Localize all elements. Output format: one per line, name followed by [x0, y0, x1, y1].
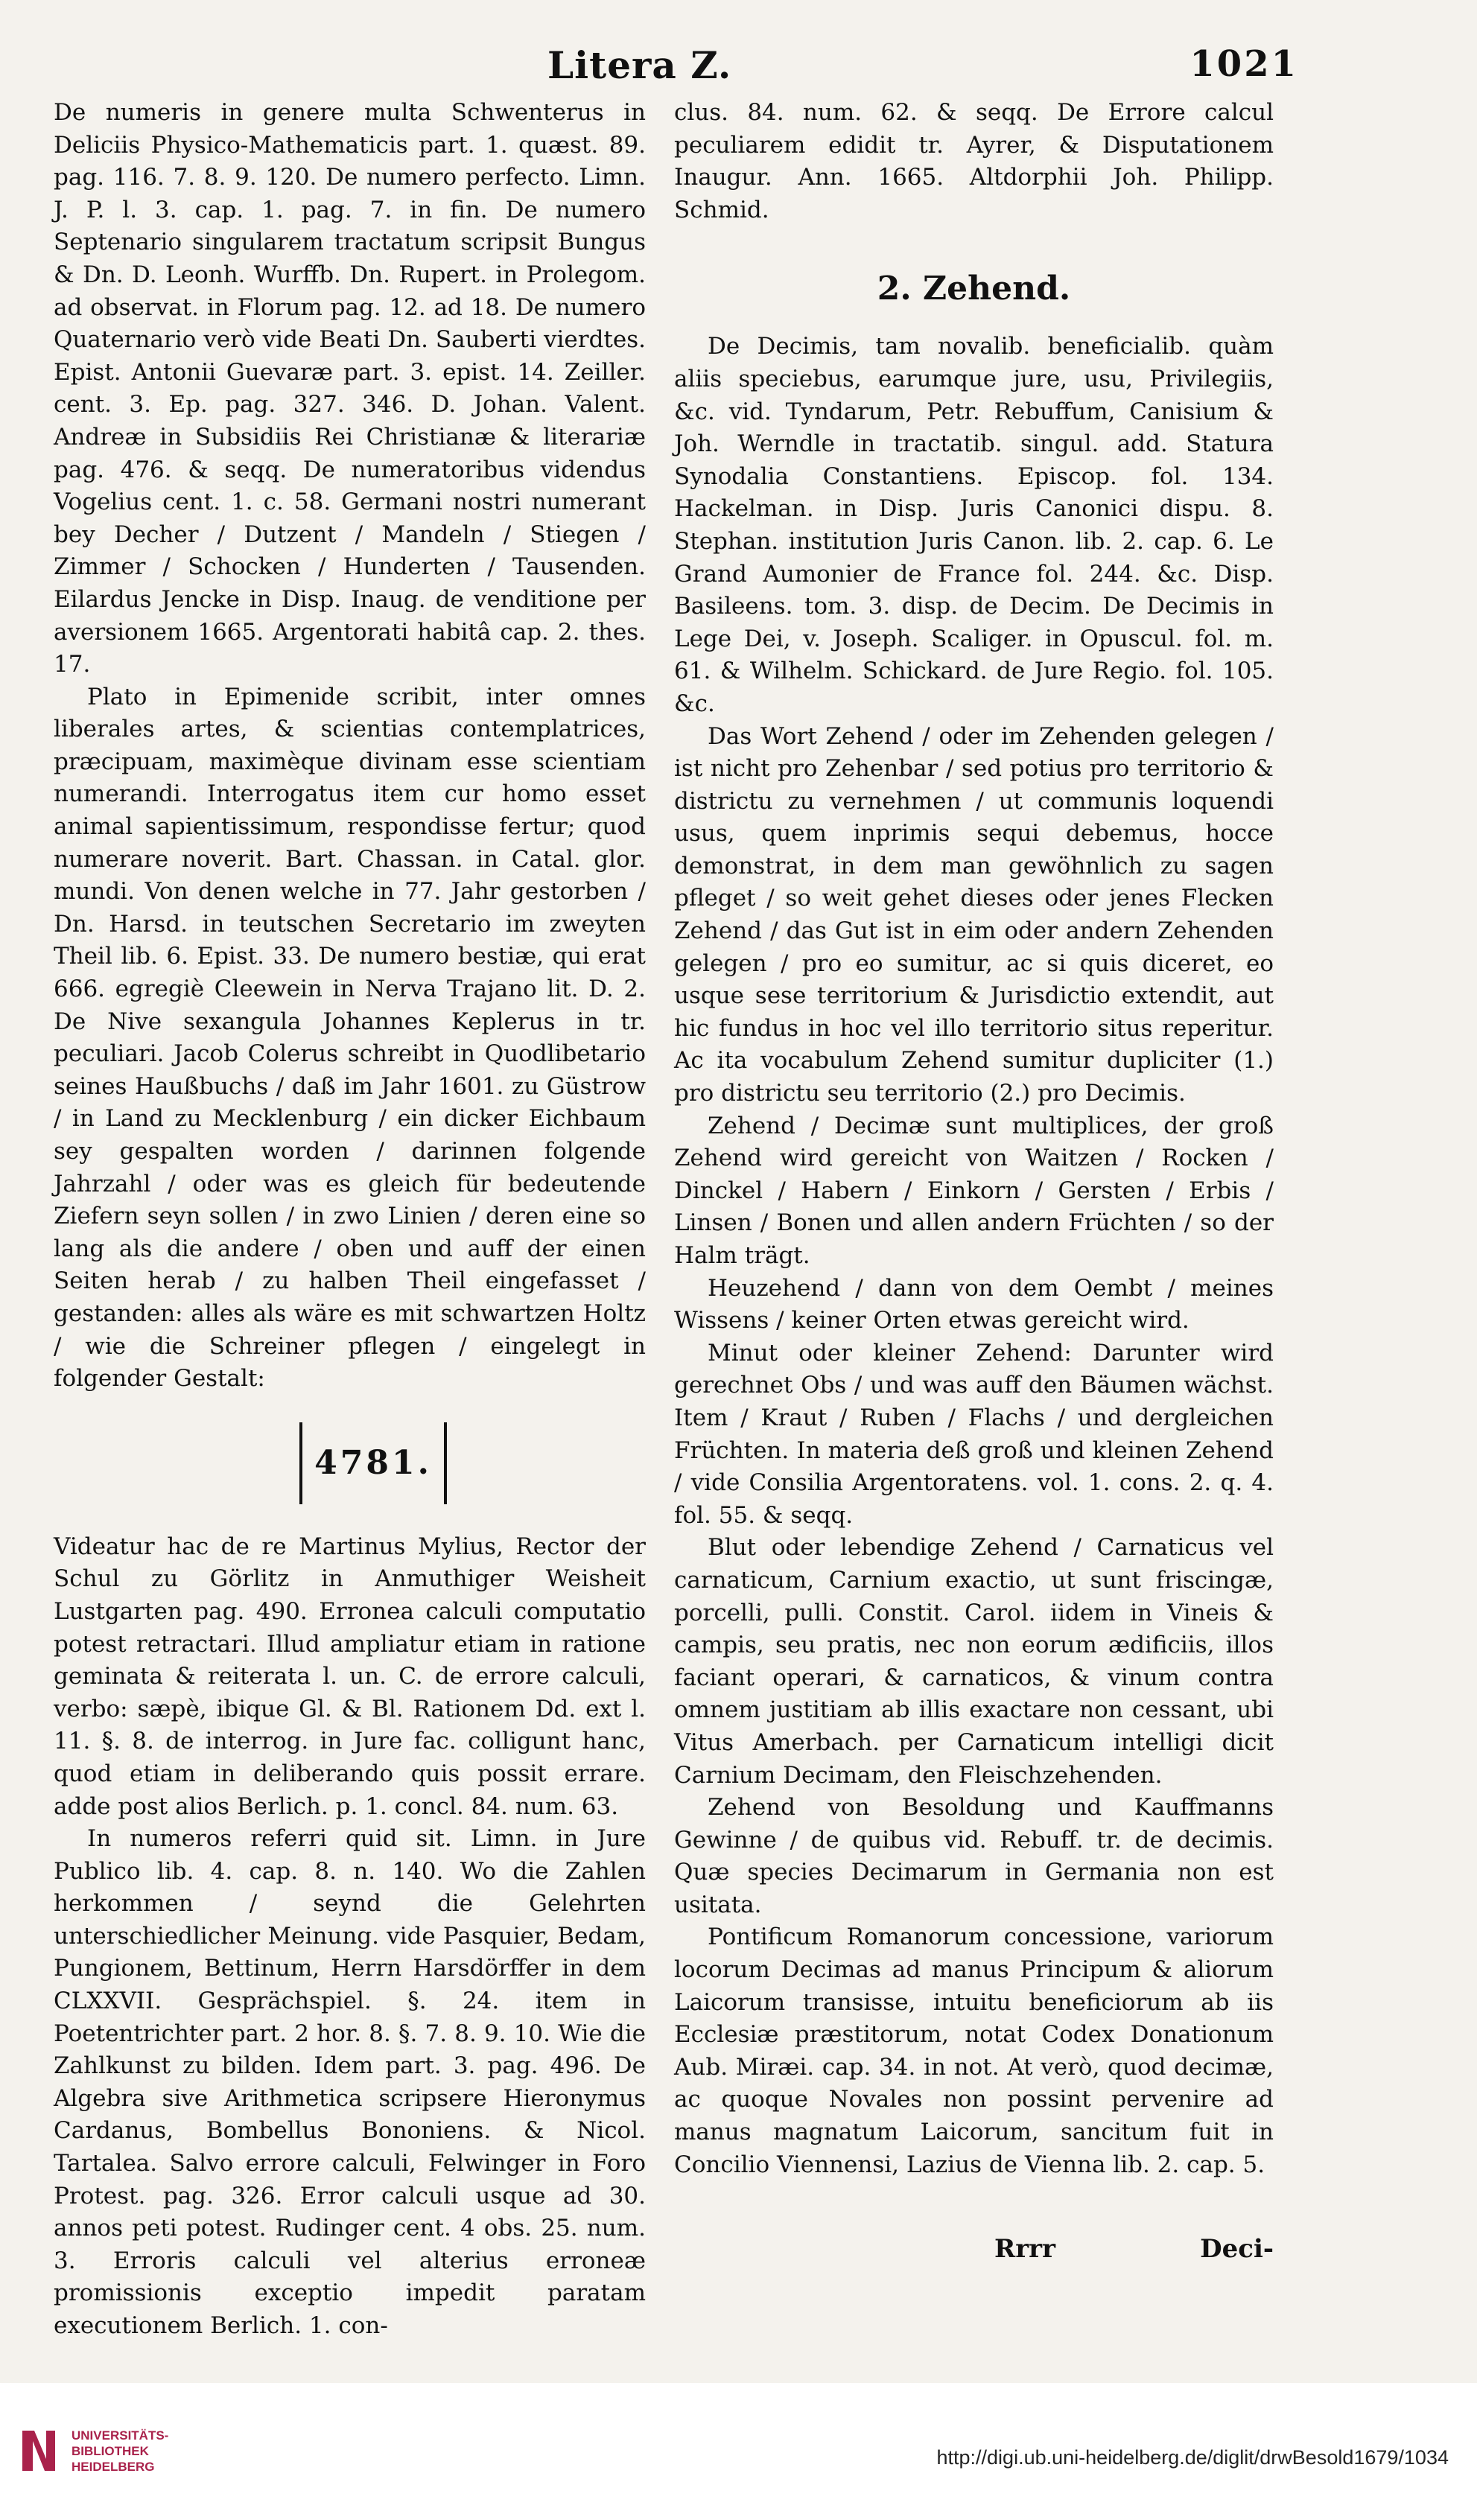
carved-number-figure: 4781. [299, 1422, 447, 1504]
left-paragraph-3: Videatur hac de re Martinus Mylius, Rector der Schul zu Görlitz in Anmuthiger Weisheit Lustgarten pag. 490. Erronea calculi computatio potest retractari. Illud ampliatur etiam in ratione geminata & reiterata l. un. C. de errore calculi, verbo: sæpè, ibique Gl. & Bl. Rationem Dd. ext l. 11. §. 8. de interrog. in Jure fac. colligunt hanc, quod etiam in deliberando quis possit errare. adde post alios Berlich. p. 1. concl. 84. num. 63. [54, 1533, 646, 1820]
source-url-link[interactable]: http://digi.ub.uni-heidelberg.de/diglit/drwBesold1679/1034 [936, 2446, 1449, 2469]
page-number: 1021 [1189, 43, 1298, 85]
logo-line: UNIVERSITÄTS- [72, 2428, 169, 2443]
signature-mark: Rrrr [994, 2234, 1055, 2264]
right-paragraph-4: Zehend / Decimæ sunt multiplices, der groß Zehend wird gereicht von Waitzen / Rocken / Dinckel / Habern / Einkorn / Gersten / Erbis / Linsen / Bonen und allen andern Früchten / so der Halm trägt. [674, 1112, 1274, 1269]
right-paragraph-3: Das Wort Zehend / oder im Zehenden gelegen / ist nicht pro Zehenbar / sed potius pro territorio & districtu zu vernehmen / ut communis loquendi usus, quem inprimis sequi debemus, hocce demonstrat, in dem man gewöhnlich zu sagen pfleget / so weit gehet dieses oder jenes Flecken Zehend / das Gut ist in eim oder andern Zehenden gelegen / pro eo sumitur, ac si quis diceret, eo usque sese territorium & Jurisdictio extendit, aut hic fundus in hoc vel illo territorio situs reperitur. Ac ita vocabulum Zehend sumitur dupliciter (1.) pro districtu seu territorio (2.) pro Decimis. [674, 722, 1274, 1107]
right-paragraph-2: De Decimis, tam novalib. beneficialib. quàm aliis speciebus, earumque jure, usu, Privilegiis, &c. vid. Tyndarum, Petr. Rebuffum, Canisium & Joh. Werndle in tractatib. singul. add. Statura Synodalia Constantiens. Episcop. fol. 134. Hackelman. in Disp. Juris Canonici dispu. 8. Stephan. institution Juris Canon. lib. 2. cap. 6. Le Grand Aumonier de France fol. 244. &c. Disp. Basileens. tom. 3. disp. de Decim. De Decimis in Lege Dei, v. Joseph. Scaliger. in Opuscul. fol. m. 61. & Wilhelm. Schickard. de Jure Regio. fol. 105. &c. [674, 333, 1274, 717]
library-logo-icon [16, 2426, 61, 2477]
running-head-title: Litera Z. [547, 43, 732, 87]
right-paragraph-6: Minut oder kleiner Zehend: Darunter wird gerechnet Obs / und was auff den Bäumen wächst. Item / Kraut / Ruben / Flachs / und dergleichen Früchten. In materia deß groß und kleinen Zehend / vide Consilia Argentoratens. vol. 1. cons. 2. q. 4. fol. 55. & seqq. [674, 1339, 1274, 1529]
logo-line: BIBLIOTHEK [72, 2444, 149, 2458]
right-column [674, 97, 1274, 2181]
section-heading: 2. Zehend. [877, 270, 1071, 308]
right-paragraph-7: Blut oder lebendige Zehend / Carnaticus vel carnaticum, Carnium exactio, ut sunt friscingæ, porcelli, pulli. Constit. Carol. iidem in Vineis & campis, seu pratis, nec non eorum ædificiis, illos faciant operari, & carnaticos, & vinum contra omnem justitiam ab illis exactare non cessant, ubi Vitus Amerbach. per Carnaticum intelligi dicit Carnium Decimam, den Fleischzehenden. [674, 1534, 1274, 1789]
left-paragraph-4: In numeros referri quid sit. Limn. in Jure Publico lib. 4. cap. 8. n. 140. Wo die Zahlen herkommen / seynd die Gelehrten unterschiedlicher Meinung. vide Pasquier, Bedam, Pungionem, Bettinum, Herrn Harsdörffer in dem CLXXVII. Gesprächspiel. §. 24. item in Poetentrichter part. 2 hor. 8. §. 7. 8. 9. 10. Wie die Zahlkunst zu bilden. Idem part. 3. pag. 496. De Algebra sive Arithmetica scripsere Hieronymus Cardanus, Bombellus Bononiens. & Nicol. Tartalea. Salvo errore calculi, Felwinger in Foro Protest. pag. 326. Error calculi usque ad 30. annos peti potest. Rudinger cent. 4 obs. 25. num. 3. Erroris calculi vel alterius erroneæ promissionis exceptio impedit paratam executionem Berlich. 1. con- [54, 1825, 646, 2339]
right-paragraph-5: Heuzehend / dann von dem Oembt / meines Wissens / keiner Orten etwas gereicht wird. [674, 1274, 1274, 1334]
library-footer [0, 2383, 1477, 2520]
right-paragraph-9: Pontificum Romanorum concessione, variorum locorum Decimas ad manus Principum & aliorum Laicorum transisse, intuitu beneficiorum ab iis Ecclesiæ præstitorum, notat Codex Donationum Aub. Miræi. cap. 34. in not. At verò, quod decimæ, ac quoque Novales non possint pervenire ad manus magnatum Laicorum, sancitum fuit in Concilio Viennensi, Lazius de Vienna lib. 2. cap. 5. [674, 1924, 1274, 2178]
left-paragraph-2: Plato in Epimenide scribit, inter omnes liberales artes, & scientias contemplatrices, præcipuam, maximèque divinam esse scientiam numerandi. Interrogatus item cur homo esset animal sapientissimum, respondisse fertur; quod numerare noverit. Bart. Chassan. in Catal. glor. mundi. Von denen welche in 77. Jahr gestorben / Dn. Harsd. in teutschen Secretario im zweyten Theil lib. 6. Epist. 33. De numero bestiæ, qui erat 666. egregiè Cleewein in Nerva Trajano lit. D. 2. De Nive sexangula Johannes Keplerus in tr. peculiari. Jacob Colerus schreibt in Quodlibetario seines Haußbuchs / daß im Jahr 1601. zu Güstrow / in Land zu Mecklenburg / ein dicker Eichbaum sey gespalten worden / darinnen folgende Jahrzahl / oder was es gleich für bedeutende Ziefern seyn sollen / in zwo Linien / deren eine so lang als die andere / oben und auff der einen Seiten herab / zu halben Theil eingefasset / gestanden: alles als wäre es mit schwartzen Holtz / wie die Schreiner pflegen / eingelegt in folgender Gestalt: [54, 683, 646, 1393]
library-logo-text [72, 2428, 168, 2475]
catchword: Deci- [1200, 2234, 1274, 2264]
catchword-line [994, 2234, 1274, 2264]
right-paragraph-8: Zehend von Besoldung und Kauffmanns Gewinne / de quibus vid. Rebuff. tr. de decimis. Quæ species Decimarum in Germania non est usitata. [674, 1794, 1274, 1918]
logo-line: HEIDELBERG [72, 2460, 155, 2474]
right-paragraph-1: clus. 84. num. 62. & seqq. De Errore calcul peculiarem edidit tr. Ayrer, & Disputationem Inaugur. Ann. 1665. Altdorphii Joh. Philipp. Schmid. [674, 99, 1274, 223]
left-paragraph-1: De numeris in genere multa Schwenterus in Deliciis Physico-Mathematicis part. 1. quæst. 89. pag. 116. 7. 8. 9. 120. De numero perfecto. Limn. J. P. l. 3. cap. 1. pag. 7. in fin. De numero Septenario singularem tractatum scripsit Bungus & Dn. D. Leonh. Wurffb. Dn. Rupert. in Prolegom. ad observat. in Florum pag. 12. ad 18. De numero Quaternario verò vide Beati Dn. Sauberti vierdtes. Epist. Antonii Guevaræ part. 3. epist. 14. Zeiller. cent. 3. Ep. pag. 327. 346. D. Johan. Valent. Andreæ in Subsidiis Rei Christianæ & literariæ pag. 476. & seqq. De numeratoribus videndus Vogelius cent. 1. c. 58. Germani nostri numerant bey Decher / Dutzent / Mandeln / Stiegen / Zimmer / Schocken / Hunderten / Tausenden. Eilardus Jencke in Disp. Inaug. de venditione per aversionem 1665. Argentorati habitâ cap. 2. thes. 17. [54, 99, 646, 678]
left-column [54, 97, 646, 2343]
